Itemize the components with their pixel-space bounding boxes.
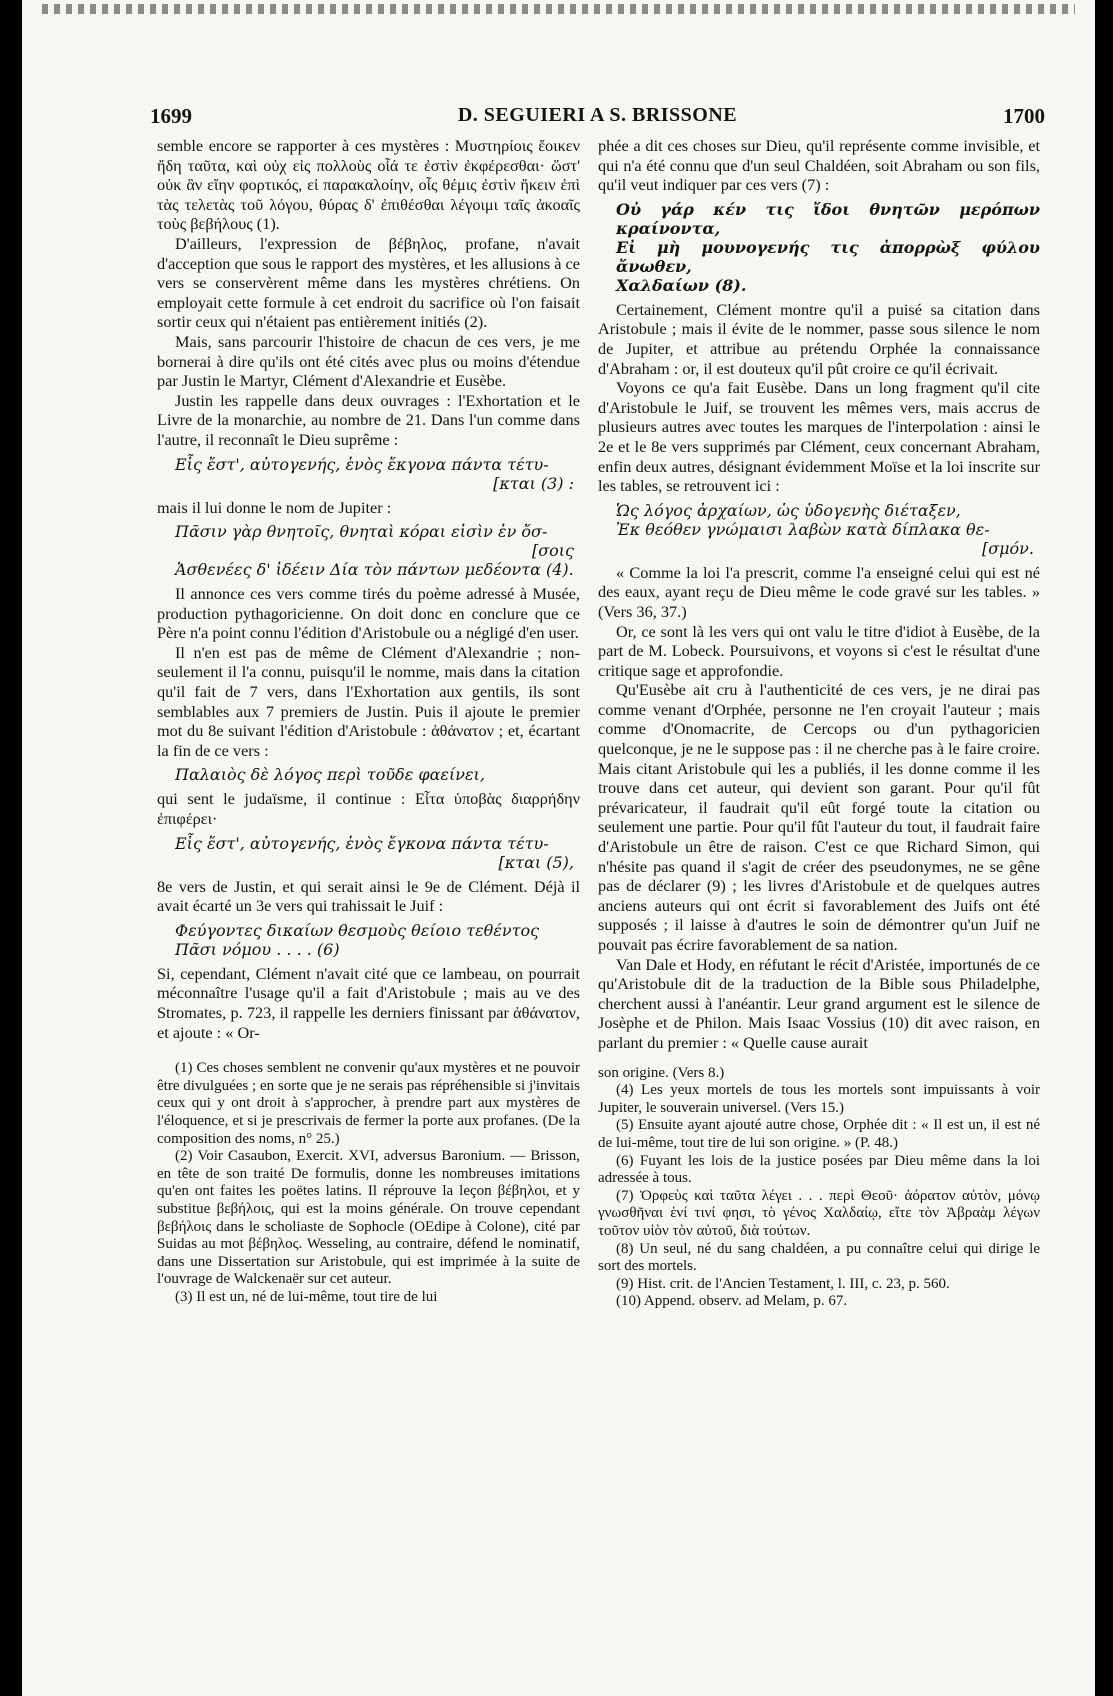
verse-line: [σμόν. [981,538,1034,558]
verse-line: Πᾶσιν γὰρ θνητοῖς, θνηταὶ κόραι εἰσὶν ἐν ὄσ- [175,522,548,542]
footnote: (7) Ὀρφεὺς καὶ ταῦτα λέγει . . . περὶ Θεοῦ· ἀόρατον αὐτὸν, μόνῳ γνωσθῆναι ἑνί τινί φησι, τὸ γένος Χαλδαίῳ, εἴτε τὸν Ἀβραὰμ λέγων τοῦτον υἱὸν τὸν αὐτοῦ, διὰ τούτων. [598,1187,1040,1239]
paragraph: Si, cependant, Clément n'avait cité que ce lambeau, on pourrait méconnaître l'usage qu'il a fait d'Aristobule ; mais au ve des Stromates, p. 723, il rappelle les derniers finissant par ἀθάνατον, et ajoute : « Or- [157,963,580,1042]
paragraph: « Comme la loi l'a prescrit, comme l'a enseigné celui qui est né des eaux, ayant reçu de Dieu même le code gravé sur les tables. » (Vers 36, 37.) [598,562,1040,621]
footnote: (9) Hist. crit. de l'Ancien Testament, l. III, c. 23, p. 560. [616,1275,950,1292]
footnote: (1) Ces choses semblent ne convenir qu'aux mystères et ne pouvoir être divulguées ; en sorte que je ne serais pas répréhensible si j'invitais ceux qui y ont droit à s'approcher, à prendre part aux mystères de l'éloquence, et si je prescrivais de fermer la porte aux profanes. (De la composition des noms, n° 25.) [157,1060,580,1147]
greek-verse [175,522,580,579]
paragraph: Il annonce ces vers comme tirés du poème adressé à Musée, production pythagoricienne. On doit donc en conclure que ce Père n'a point connu l'édition d'Aristobule ou a négligé d'en user. [157,584,580,643]
page-number-right: 1700 [1003,104,1045,128]
paragraph: semble encore se rapporter à ces mystères : Μυστηρίοις ἔοικεν ἤδη ταῦτα, καὶ οὐχ εἰς πολλοὺς οἷά τε ἐστὶν ἐκφέρεσθαι· ὥστ' οὐκ ἂν εἴην φορτικός, εἰ παρακαλοίην, οἷς θέμις ἐστὶν ἥκειν ἐπὶ τὰς τελετὰς τοῦ λόγου, θύρας δ' ἐπιθέσθαι λέγοιμι ταῖς ἀκοαῖς τοὺς βεβήλους (1). [157,136,580,234]
footnote: son origine. (Vers 8.) [598,1064,725,1081]
footnotes-left [157,1060,580,1306]
verse-line: Πᾶσι νόμου . . . . (6) [175,939,340,959]
verse-line: Φεύγοντες δικαίων θεσμοὺς θείοιο τεθέντος [175,920,540,940]
verse-line: [σοις [531,541,574,561]
verse-line: Εἰ μὴ μουνογενής τις ἀπορρὼξ φύλου ἄνωθεν, [616,237,1040,276]
footnote: (4) Les yeux mortels de tous les mortels sont impuissants à voir Jupiter, le souverain universel. (Vers 15.) [598,1082,1040,1116]
greek-verse [175,455,580,493]
paragraph: Certainement, Clément montre qu'il a puisé sa citation dans Aristobule ; mais il évite de le nommer, passe sous silence le nom de Jupiter, et attribue au prétendu Orphée la connaissance d'Abraham : or, il est douteux qu'il pût croire ce qu'il écrivait. [598,299,1040,378]
greek-verse [616,501,1040,558]
paragraph: Van Dale et Hody, en réfutant le récit d'Aristée, importunés de ce qu'Aristobule dit de la traduction de la Bible sous Philadelphe, cherchent aussi à l'anéantir. Leur grand argument est le silence de Josèphe et de Philon. Mais Isaac Vossius (10) dit avec raison, en parlant du premier : « Quelle cause aurait [598,954,1040,1052]
left-column [157,136,580,1641]
verse-line: Ὡς λόγος ἀρχαίων, ὡς ὑδογενὴς διέταξεν, [616,500,961,520]
paragraph: Il n'en est pas de même de Clément d'Alexandrie ; non-seulement il l'a connu, puisqu'il le nomme, mais dans la citation qu'il fait de 7 vers, dans l'Exhortation aux gentils, ils sont semblables aux 7 premiers de Justin. Puis il ajoute le premier mot du 8e suivant l'édition d'Aristobule : ἀθάνατον ; et, écartant la fin de ce vers : [157,642,580,760]
verse-line: Ἐκ θεόθεν γνώμαισι λαβὼν κατὰ δίπλακα θε- [616,519,990,539]
greek-verse [175,765,580,784]
greek-verse [175,921,580,959]
verse-line: Εἷς ἔστ', αὐτογενής, ἑνὸς ἔκγονα πάντα τέτυ- [175,454,549,474]
footnote: (8) Un seul, né du sang chaldéen, a pu connaître celui qui dirige le sort des mortels. [598,1240,1040,1275]
right-column [598,136,1040,1641]
paragraph: mais il lui donne le nom de Jupiter : [157,497,392,517]
verse-line: Χαλδαίων (8). [616,275,747,295]
paragraph: qui sent le judaïsme, il continue : Εἶτα ὑποβὰς διαρρήδην ἐπιφέρει· [157,789,580,829]
verse-line: Ἀσθενέες δ' ἰδέειν Δία τὸν πάντων μεδέοντα (4). [175,560,574,580]
verse-line: [κται (5), [498,852,574,872]
footnote: (10) Append. observ. ad Melam, p. 67. [616,1293,848,1310]
footnote: (2) Voir Casaubon, Exercit. XVI, adversus Baronium. — Brisson, en tête de son traité De formulis, donne les nombreuses imitations qu'en ont faites les poëtes latins. Il réprouve la leçon βέβηλοι, et y substitue βεβήλοις, qui est la moins générale. On trouve cependant βεβήλοις dans le scholiaste de Sophocle (OEdipe à Colone), cité par Suidas au mot βέβηλος. Wesseling, au contraire, défend le nominatif, dans une Dissertation sur Aristobule, qui est imprimée à la suite de l'ouvrage de Walckenaër sur cet auteur. [157,1148,580,1288]
paragraph: Justin les rappelle dans deux ouvrages : l'Exhortation et le Livre de la monarchie, au nombre de 21. Dans l'un comme dans l'autre, il reconnaît le Dieu suprême : [157,390,580,449]
running-title: D. SEGUIERI A S. BRISSONE [457,104,738,126]
paragraph: 8e vers de Justin, et qui serait ainsi le 9e de Clément. Déjà il avait écarté un 3e vers qui trahissait le Juif : [157,876,580,916]
footnote: (3) Il est un, né de lui-même, tout tire de lui [175,1288,438,1305]
greek-verse [616,200,1040,295]
verse-line: [κται (3) : [493,473,574,493]
paragraph: Voyons ce qu'a fait Eusèbe. Dans un long fragment qu'il cite d'Aristobule le Juif, se trouvent les mêmes vers, mais accrus de plusieurs autres avec toutes les marques de l'interpolation : ainsi le 2e et le 8e vers supprimés par Clément, ceux concernant Abraham, enfin deux autres, désignant évidemment Moïse et la loi inscrite sur les tables, se retrouvent ici : [598,378,1040,496]
paragraph: Qu'Eusèbe ait cru à l'authenticité de ces vers, je ne dirai pas comme venant d'Orphée, personne ne l'en croyait l'auteur ; mais comme d'Onomacrite, de Cercops ou d'un pythagoricien quelconque, je ne le suppose pas : il ne cherche pas à le faire croire. Mais citant Aristobule qui les a publiés, il les donne comme il les trouve dans cet auteur, qui devient son garant. Pour qu'il fût prévaricateur, il faudrait qu'il eût forgé toute la citation ou seulement une partie. Pour qu'il fût l'auteur du tout, il faudrait faire d'Aristobule un être de raison. C'est ce que Richard Simon, qui n'hésite pas quand il s'agit de créer des pseudonymes, ne se gêne pas de déclarer (9) ; les livres d'Aristobule et de quelques autres anciens auteurs qui ont écrit si favorablement des Juifs ont été supposés ; il laisse à d'autres le soin de démontrer qu'un Juif ne pouvait pas écrire favorablement de sa nation. [598,680,1040,954]
page-number-left: 1699 [150,104,192,128]
scan-edge-marks [42,4,1075,14]
footnotes-right [598,1065,1040,1311]
footnote: (6) Fuyant les lois de la justice posées par Dieu même dans la loi adressée à tous. [598,1152,1040,1187]
scanned-page [22,0,1095,1696]
footnote: (5) Ensuite ayant ajouté autre chose, Orphée dit : « Il est un, il est né de lui-même, tout tire de lui son origine. » (P. 48.) [598,1117,1040,1151]
verse-line: Οὐ γάρ κέν τις ἴδοι θνητῶν μερόπων κραίνοντα, [616,199,1040,238]
page-header [150,104,1045,132]
verse-line: Εἷς ἔστ', αὐτογενής, ἑνὸς ἔγκονα πάντα τέτυ- [175,833,549,853]
paragraph: Or, ce sont là les vers qui ont valu le titre d'idiot à Eusèbe, de la part de M. Lobeck. Poursuivons, et voyons si c'est le résultat d'une critique sage et approfondie. [598,621,1040,680]
paragraph: D'ailleurs, l'expression de βέβηλος, profane, n'avait d'acception que sous le rapport des mystères, et les allusions à ce vers se conservèrent même dans les mystères chrétiens. On employait cette formule à cet endroit du sacrifice où l'on faisait sortir ceux qui n'étaient pas entièrement initiés (2). [157,233,580,332]
greek-verse [175,834,580,872]
paragraph: Mais, sans parcourir l'histoire de chacun de ces vers, je me bornerai à dire qu'ils ont été cités avec plus ou moins d'étendue par Justin le Martyr, Clément d'Alexandrie et Eusèbe. [157,331,580,391]
verse-line: Παλαιὸς δὲ λόγος περὶ τοῦδε φαείνει, [175,765,485,785]
paragraph: phée a dit ces choses sur Dieu, qu'il représente comme invisible, et qui n'a été connu que d'un seul Chaldéen, soit Abraham ou son fils, qu'il veut indiquer par ces vers (7) : [598,136,1040,195]
